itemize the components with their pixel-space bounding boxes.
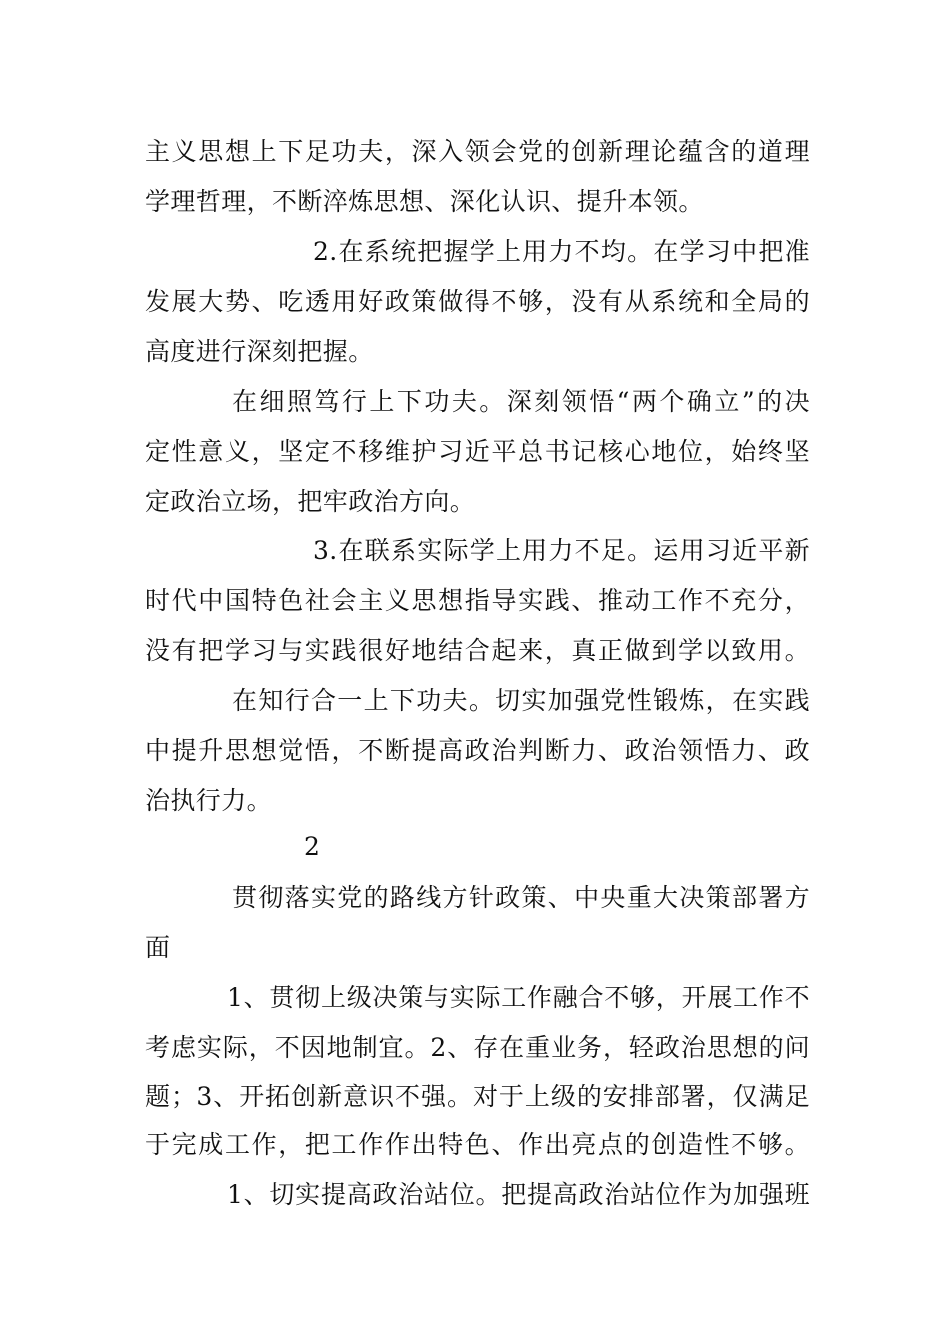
text-line: 定政治立场，把牢政治方向。 [145,487,476,516]
text-line: 1、切实提高政治站位。把提高政治站位作为加强班 [227,1180,810,1209]
text-line: 贯彻落实党的路线方针政策、中央重大决策部署方 [232,883,810,912]
text-line: 题；3、开拓创新意识不强。对于上级的安排部署，仅满足 [145,1082,810,1111]
section-number: 2 [304,832,321,861]
text-line: 1、贯彻上级决策与实际工作融合不够，开展工作不 [227,983,810,1012]
text-line: 3.在联系实际学上用力不足。运用习近平新 [313,536,810,565]
text-line: 主义思想上下足功夫，深入领会党的创新理论蕴含的道理 [145,137,810,166]
text-line: 治执行力。 [145,786,273,815]
text-line: 于完成工作，把工作作出特色、作出亮点的创造性不够。 [145,1130,810,1159]
text-line: 中提升思想觉悟，不断提高政治判断力、政治领悟力、政 [145,736,810,765]
text-line: 在知行合一上下功夫。切实加强党性锻炼，在实践 [232,686,810,715]
text-line: 面 [145,933,171,962]
text-line: 2.在系统把握学上用力不均。在学习中把准 [313,237,810,266]
text-line: 学理哲理，不断淬炼思想、深化认识、提升本领。 [145,187,704,216]
text-line: 考虑实际，不因地制宜。2、存在重业务，轻政治思想的问 [145,1033,810,1062]
text-line: 发展大势、吃透用好政策做得不够，没有从系统和全局的 [145,287,810,316]
text-line: 时代中国特色社会主义思想指导实践、推动工作不充分， [145,586,810,615]
text-line: 定性意义，坚定不移维护习近平总书记核心地位，始终坚 [145,437,810,466]
text-line: 没有把学习与实践很好地结合起来，真正做到学以致用。 [145,636,810,665]
text-line: 高度进行深刻把握。 [145,337,374,366]
text-line: 在细照笃行上下功夫。深刻领悟“两个确立”的决 [232,387,810,416]
